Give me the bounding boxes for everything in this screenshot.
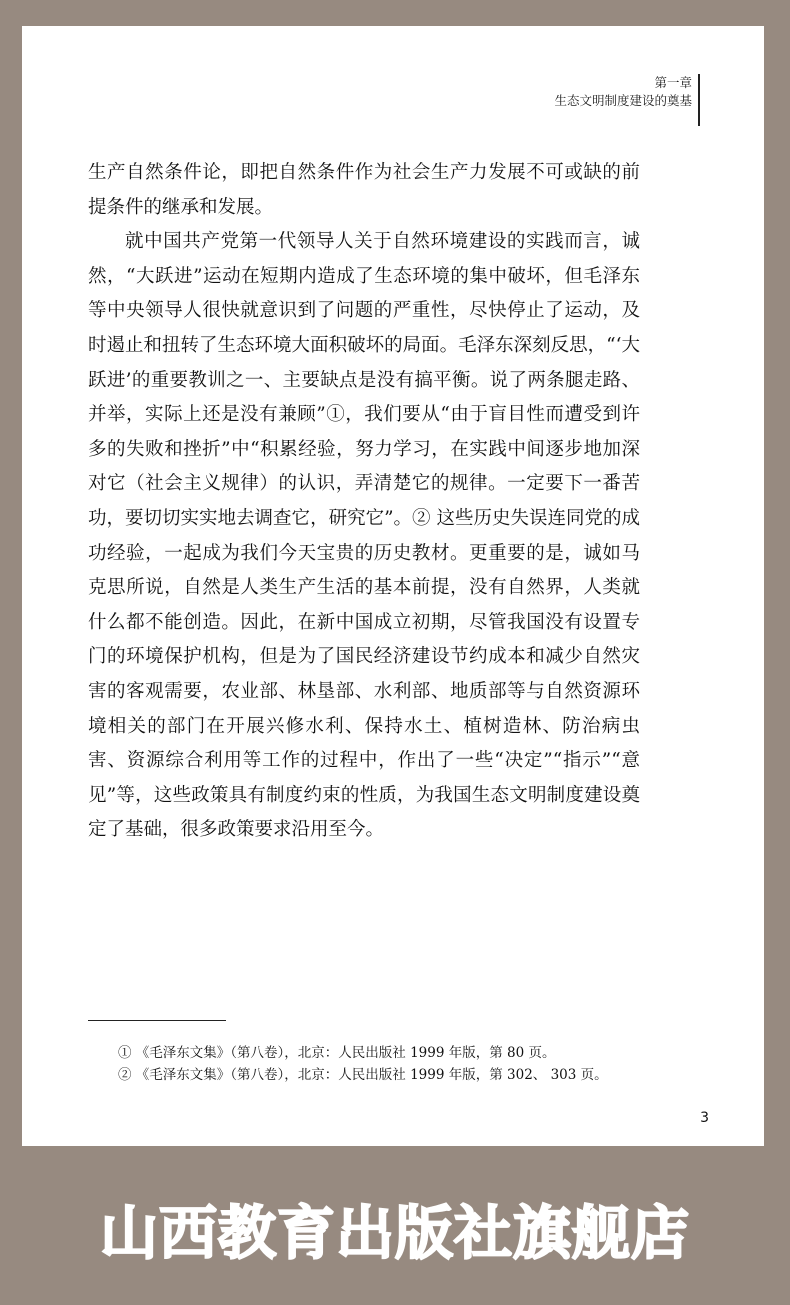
chapter-number: 第一章 — [654, 75, 692, 90]
body-text — [88, 156, 640, 848]
page-number: 3 — [700, 1110, 709, 1126]
book-page — [22, 26, 764, 1146]
shop-banner — [0, 1150, 790, 1305]
footnote-2: ② 《毛泽东文集》（第八卷），北京：人民出版社 1999 年版，第 302、 303 页。 — [118, 1067, 608, 1083]
footnotes — [118, 1042, 678, 1086]
header-divider — [698, 74, 700, 126]
chapter-title: 生态文明制度建设的奠基 — [554, 93, 692, 108]
paragraph: 就中国共产党第一代领导人关于自然环境建设的实践而言，诚然，“大跃进”运动在短期内造成了生态环境的集中破坏，但毛泽东等中央领导人很快就意识到了问题的严重性，尽快停止了运动，及时遏止和扭转了生态环境大面积破坏的局面。毛泽东深刻反思，“‘大跃进’的重要教训之一、主要缺点是没有搞平衡。说了两条腿走路、并举，实际上还是没有兼顾”①，我们要从“由于盲目性而遭受到许多的失败和挫折”中“积累经验，努力学习，在实践中间逐步地加深对它（社会主义规律）的认识，弄清楚它的规律。一定要下一番苦功，要切切实实地去调查它，研究它”。② 这些历史失误连同党的成功经验，一起成为我们今天宝贵的历史教材。更重要的是，诚如马克思所说，自然是人类生产生活的基本前提，没有自然界，人类就什么都不能创造。因此，在新中国成立初期，尽管我国没有设置专门的环境保护机构，但是为了国民经济建设节约成本和减少自然灾害的客观需要，农业部、林垦部、水利部、地质部等与自然资源环境相关的部门在开展兴修水利、保持水土、植树造林、防治病虫害、资源综合利用等工作的过程中，作出了一些“决定”“指示”“意见”等，这些政策具有制度约束的性质，为我国生态文明制度建设奠定了基础，很多政策要求沿用至今。 — [88, 231, 640, 841]
paragraph: 生产自然条件论，即把自然条件作为社会生产力发展不可或缺的前提条件的继承和发展。 — [88, 162, 640, 218]
footnote-divider — [88, 1020, 226, 1021]
shop-name: 山西教育出版社旗舰店 — [99, 1198, 690, 1267]
running-head — [554, 74, 692, 110]
footnote-1: ① 《毛泽东文集》（第八卷），北京：人民出版社 1999 年版，第 80 页。 — [118, 1045, 556, 1061]
